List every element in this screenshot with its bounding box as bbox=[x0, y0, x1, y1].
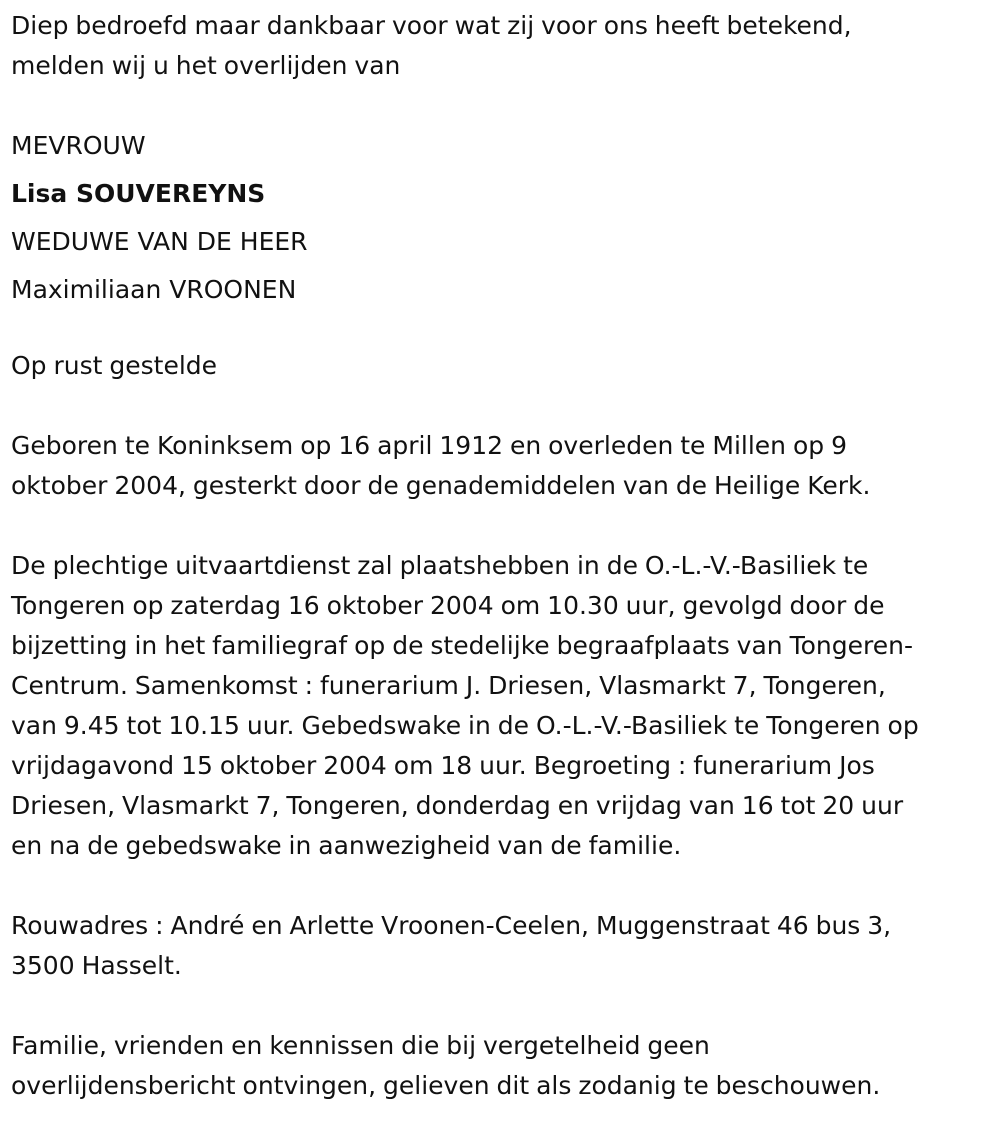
closing-paragraph bbox=[11, 1026, 993, 1106]
funeral-line-3: bijzetting in het familiegraf op de stedelijke begraafplaats van Tongeren- bbox=[11, 631, 913, 660]
birth-death-paragraph bbox=[11, 426, 993, 506]
address-line-1: Rouwadres : André en Arlette Vroonen-Ceelen, Muggenstraat 46 bus 3, bbox=[11, 911, 892, 940]
spacer bbox=[11, 506, 993, 546]
funeral-line-1: De plechtige uitvaartdienst zal plaatshebben in de O.-L.-V.-Basiliek te bbox=[11, 551, 869, 580]
closing-line-1: Familie, vrienden en kennissen die bij vergetelheid geen bbox=[11, 1031, 710, 1060]
deceased-block bbox=[11, 122, 993, 314]
salutation: MEVROUW bbox=[11, 131, 146, 160]
relation-line: WEDUWE VAN DE HEER bbox=[11, 227, 308, 256]
intro-line-1: Diep bedroefd maar dankbaar voor wat zij voor ons heeft betekend, bbox=[11, 11, 852, 40]
obituary-document bbox=[11, 6, 993, 1106]
intro-paragraph bbox=[11, 6, 993, 86]
funeral-paragraph bbox=[11, 546, 993, 866]
address-paragraph bbox=[11, 906, 993, 986]
spacer bbox=[11, 386, 993, 426]
spacer bbox=[11, 86, 993, 126]
closing-line-2: overlijdensbericht ontvingen, gelieven dit als zodanig te beschouwen. bbox=[11, 1071, 881, 1100]
birth-death-line-2: oktober 2004, gesterkt door de genademiddelen van de Heilige Kerk. bbox=[11, 471, 871, 500]
status-line: Op rust gestelde bbox=[11, 351, 218, 380]
funeral-line-2: Tongeren op zaterdag 16 oktober 2004 om 10.30 uur, gevolgd door de bbox=[11, 591, 885, 620]
status-paragraph bbox=[11, 346, 993, 386]
birth-death-line-1: Geboren te Koninksem op 16 april 1912 en overleden te Millen op 9 bbox=[11, 431, 847, 460]
funeral-line-7: Driesen, Vlasmarkt 7, Tongeren, donderdag en vrijdag van 16 tot 20 uur bbox=[11, 791, 904, 820]
funeral-line-6: vrijdagavond 15 oktober 2004 om 18 uur. Begroeting : funerarium Jos bbox=[11, 751, 875, 780]
spacer bbox=[11, 314, 993, 346]
spacer bbox=[11, 866, 993, 906]
funeral-line-5: van 9.45 tot 10.15 uur. Gebedswake in de O.-L.-V.-Basiliek te Tongeren op bbox=[11, 711, 919, 740]
intro-line-2: melden wij u het overlijden van bbox=[11, 51, 401, 80]
funeral-line-8: en na de gebedswake in aanwezigheid van de familie. bbox=[11, 831, 682, 860]
address-line-2: 3500 Hasselt. bbox=[11, 951, 182, 980]
deceased-name: Lisa SOUVEREYNS bbox=[11, 179, 266, 208]
spacer bbox=[11, 986, 993, 1026]
spouse-name: Maximiliaan VROONEN bbox=[11, 275, 297, 304]
funeral-line-4: Centrum. Samenkomst : funerarium J. Driesen, Vlasmarkt 7, Tongeren, bbox=[11, 671, 886, 700]
